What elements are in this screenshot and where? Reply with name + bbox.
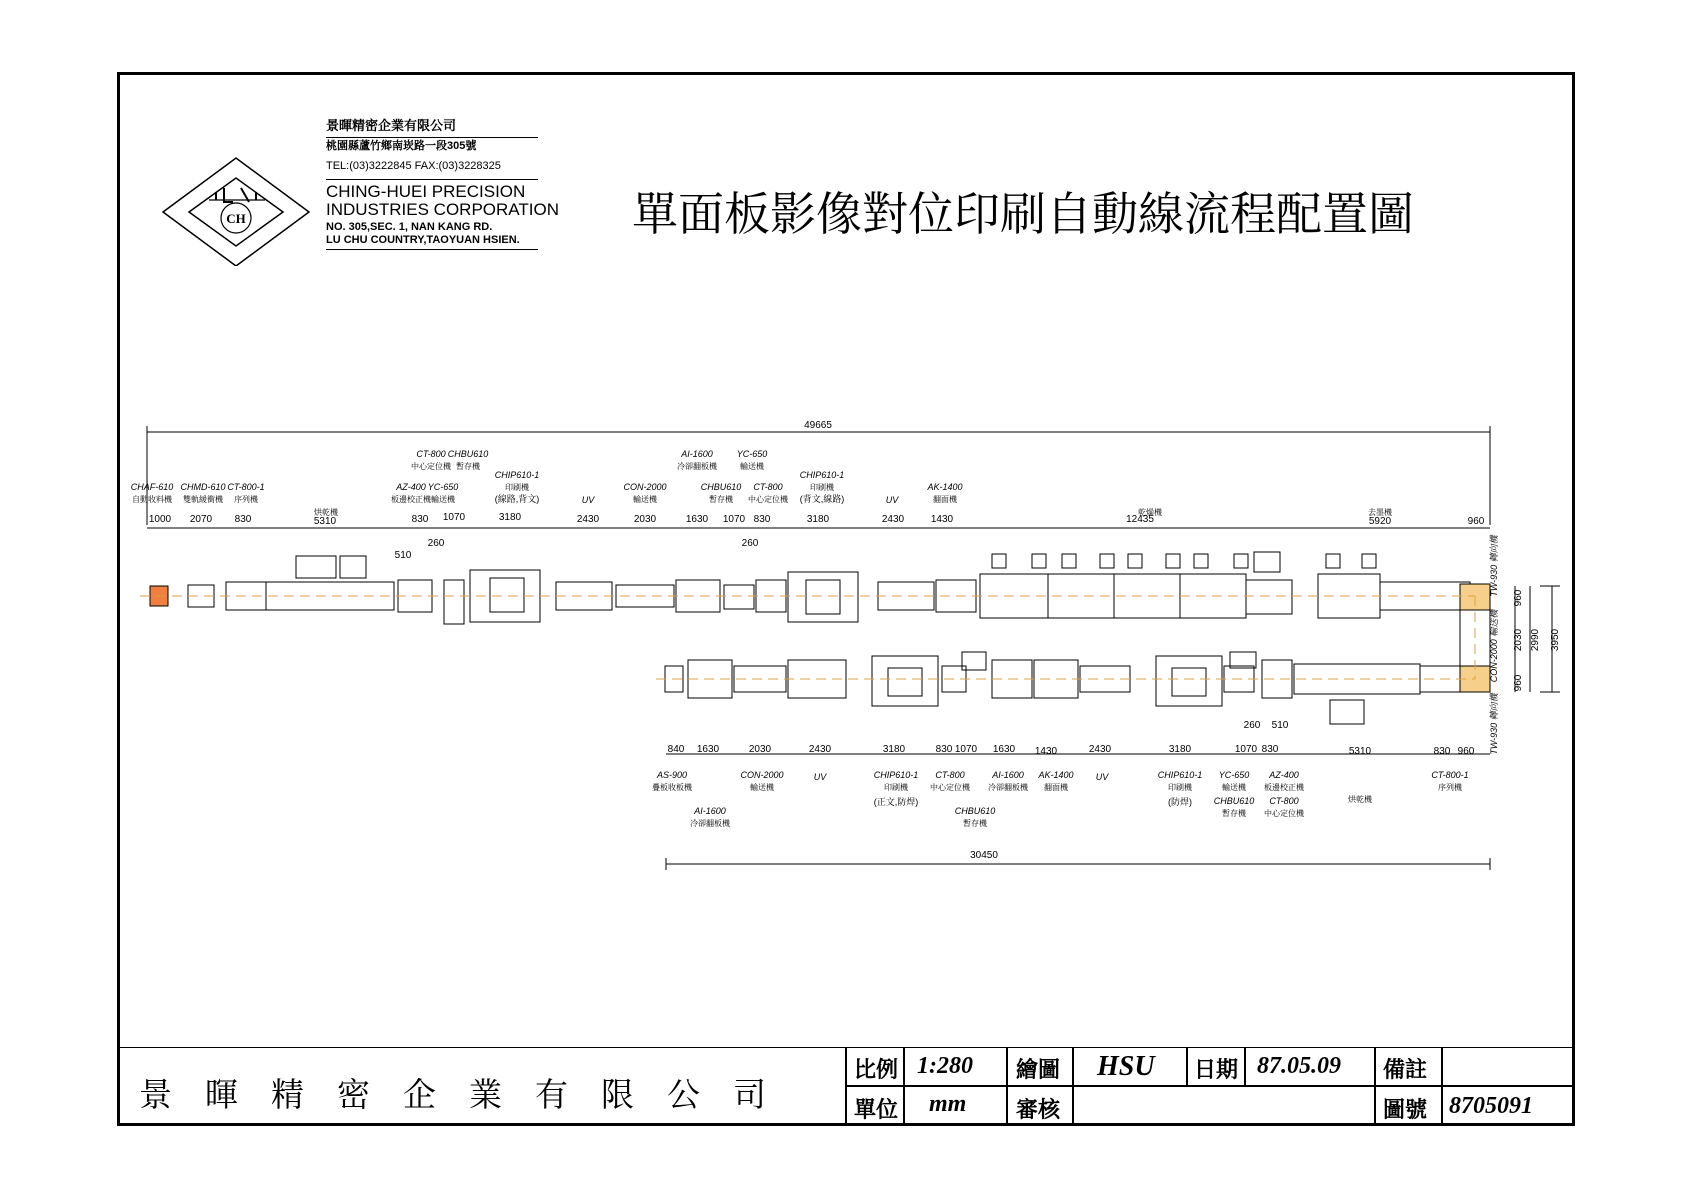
company-name-en-2: INDUSTRIES CORPORATION <box>326 200 559 219</box>
lower-machine-name: 中心定位機 <box>930 783 970 792</box>
lower-dim-label: 1630 <box>696 744 720 755</box>
upper-machine-name: 印刷機 <box>505 483 529 492</box>
titleblock-company: 景暉精密企業有限公司 <box>139 1075 799 1114</box>
upper-dim-label: 5310 <box>313 516 337 527</box>
lower-dim-label: 3180 <box>882 744 906 755</box>
upper-dim-label: 12435 <box>1126 514 1154 525</box>
upper-machine-name: 冷卻翻板機 <box>677 462 717 471</box>
upper-machine-name: 暫存機 <box>456 462 480 471</box>
lower-dim-label: 5310 <box>1348 746 1372 757</box>
lower-machine-name: 輸送機 <box>1222 783 1246 792</box>
upper-model-label: AI-1600 <box>681 449 713 459</box>
lower-machine-name: 印刷機 <box>1168 783 1192 792</box>
lower-dim-label: 3180 <box>1168 744 1192 755</box>
side-dim-label: 960 <box>1513 589 1524 607</box>
lower-model-label: CHIP610-1 <box>873 770 919 780</box>
lower-dim-label: 960 <box>1457 746 1475 757</box>
upper-machine-name: 烘乾機 <box>314 508 338 517</box>
side-machine-label: TW-930 轉向機 <box>1489 535 1499 597</box>
lower-machine-name: 板邊校正機 <box>1264 783 1304 792</box>
check-label: 審核 <box>1016 1097 1061 1122</box>
lower-machine-name: 輸送機 <box>750 783 774 792</box>
upper-machine-name: 雙軌緩衝機 <box>183 495 223 504</box>
lower-model-label: CON-2000 <box>740 770 784 780</box>
lower-dim-label: 1630 <box>992 744 1016 755</box>
lower-dim-label: 1070 <box>954 744 978 755</box>
title-block <box>117 1047 1575 1126</box>
upper-machine-name: 暫存機 <box>709 495 733 504</box>
company-name-en-1: CHING-HUEI PRECISION <box>326 179 538 201</box>
upper-model-label: CHIP610-1 <box>799 470 845 480</box>
scale-label: 比例 <box>854 1057 899 1082</box>
lower-model-label: CHIP610-1 <box>1157 770 1203 780</box>
company-name-zh: 景暉精密企業有限公司 <box>326 118 457 133</box>
lower-dim-label: 1430 <box>1034 746 1058 757</box>
upper-dim-label: 260 <box>427 538 445 549</box>
upper-model-label: UV <box>885 495 899 505</box>
upper-dim-label: 3180 <box>806 514 830 525</box>
upper-dim-label: 1430 <box>930 514 954 525</box>
upper-model-label: AK-1400 <box>927 482 963 492</box>
lower-machine-name: 烘乾機 <box>1348 795 1372 804</box>
lower-machine-name: 暫存機 <box>1222 809 1246 818</box>
side-machine-label: TW-930 轉向機 <box>1489 693 1499 755</box>
company-address-en-1: NO. 305,SEC. 1, NAN KANG RD. <box>326 221 493 233</box>
side-dim-label: 2990 <box>1530 628 1541 652</box>
lower-dim-label: 2430 <box>808 744 832 755</box>
upper-model-label: CT-800-1 <box>227 482 265 492</box>
upper-dim-label: 2430 <box>881 514 905 525</box>
upper-machine-name: 自動收料機 <box>132 495 172 504</box>
lower-model-label: AZ-400 <box>1269 770 1299 780</box>
upper-model-label: CHMD-610 <box>180 482 226 492</box>
upper-dim-label: 1070 <box>442 512 466 523</box>
upper-dim-label: 260 <box>741 538 759 549</box>
side-machine-label: CON-2000 輸送機 <box>1489 609 1499 683</box>
side-dim-label: 2030 <box>1513 628 1524 652</box>
upper-model-label: UV <box>581 495 595 505</box>
upper-dim-label: 1070 <box>722 514 746 525</box>
side-dim-label: 3950 <box>1550 628 1561 652</box>
date-value: 87.05.09 <box>1257 1053 1341 1079</box>
upper-machine-name: 印刷機 <box>810 483 834 492</box>
upper-model-label: CHBU610 <box>700 482 742 492</box>
upper-machine-name: 輸送機 <box>740 462 764 471</box>
lower-model-label: AS-900 <box>656 770 688 780</box>
upper-dim-label: 830 <box>234 514 252 525</box>
lower-machine-name: 中心定位機 <box>1264 809 1304 818</box>
lower-model-label: AK-1400 <box>1038 770 1074 780</box>
remark-label: 備註 <box>1383 1057 1428 1082</box>
upper-dim-label: 1000 <box>148 514 172 525</box>
lower-model-label: UV <box>1095 772 1109 782</box>
lower-dim-label: 2030 <box>748 744 772 755</box>
unit-label: 單位 <box>854 1097 899 1122</box>
lower-dim-label: 510 <box>1271 720 1289 731</box>
drawing-no-label: 圖號 <box>1383 1097 1428 1122</box>
upper-dim-label: 5920 <box>1368 516 1392 527</box>
upper-model-label: YC-650 <box>736 449 768 459</box>
lower-dim-label: 830 <box>1433 746 1451 757</box>
lower-machine-note: (正文,防焊) <box>873 797 919 807</box>
upper-model-label: CON-2000 <box>623 482 667 492</box>
upper-dim-label: 2030 <box>633 514 657 525</box>
upper-model-label: AZ-400 <box>396 482 426 492</box>
upper-dim-label: 2430 <box>576 514 600 525</box>
upper-machine-note: (背文,線路) <box>799 494 845 504</box>
upper-dim-label: 830 <box>411 514 429 525</box>
lower-machine-name: 冷卻翻板機 <box>988 783 1028 792</box>
lower-model-label: YC-650 <box>1218 770 1250 780</box>
upper-dim-label: 1630 <box>685 514 709 525</box>
lower-machine-name: 暫存機 <box>963 819 987 828</box>
upper-model-label: YC-650 <box>427 482 459 492</box>
upper-dim-label: 510 <box>394 550 412 561</box>
lower-dim-label: 2430 <box>1088 744 1112 755</box>
upper-model-label: CT-800 <box>416 449 446 459</box>
upper-machine-name: 板邊校正機 <box>391 495 431 504</box>
company-address-zh: 桃園縣蘆竹鄉南崁路一段305號 <box>326 137 538 159</box>
lower-dim-label: 830 <box>1261 744 1279 755</box>
upper-dim-label: 3180 <box>498 512 522 523</box>
lower-dim-label: 840 <box>667 744 685 755</box>
lower-model-label: CT-800 <box>1269 796 1299 806</box>
draw-value: HSU <box>1097 1051 1155 1082</box>
drawing-no-value: 8705091 <box>1449 1093 1533 1119</box>
lower-machine-note: (防焊) <box>1168 797 1192 807</box>
upper-machine-name: 中心定位機 <box>411 462 451 471</box>
company-address-en-2: LU CHU COUNTRY,TAOYUAN HSIEN. <box>326 235 538 250</box>
upper-machine-name: 乾燥機 <box>1138 508 1162 517</box>
lower-model-label: UV <box>813 772 827 782</box>
lower-dim-label: 1070 <box>1234 744 1258 755</box>
upper-machine-name: 去墨機 <box>1368 508 1392 517</box>
svg-text:CH: CH <box>226 211 246 226</box>
upper-overall-dim: 49665 <box>804 420 832 431</box>
scale-value: 1:280 <box>917 1053 973 1079</box>
upper-model-label: CHAF-610 <box>130 482 174 492</box>
upper-model-label: CHBU610 <box>447 449 489 459</box>
upper-dim-label: 960 <box>1467 516 1485 527</box>
lower-machine-name: 疊板收板機 <box>652 783 692 792</box>
lower-model-label: CT-800 <box>935 770 965 780</box>
page-title: 單面板影像對位印刷自動線流程配置圖 <box>632 187 1414 241</box>
upper-machine-name: 序列機 <box>234 495 258 504</box>
lower-model-label: CT-800-1 <box>1431 770 1469 780</box>
draw-label: 繪圖 <box>1016 1057 1061 1082</box>
unit-value: mm <box>929 1091 967 1117</box>
lower-machine-name: 翻面機 <box>1044 783 1068 792</box>
side-dim-label: 960 <box>1513 674 1524 692</box>
lower-model-label: AI-1600 <box>694 806 726 816</box>
company-tel-fax: TEL:(03)3222845 FAX:(03)3228325 <box>326 160 501 172</box>
lower-model-label: AI-1600 <box>992 770 1024 780</box>
upper-machine-name: 翻面機 <box>933 495 957 504</box>
date-label: 日期 <box>1194 1057 1239 1082</box>
lower-model-label: CHBU610 <box>1213 796 1255 806</box>
upper-machine-name: 中心定位機 <box>748 495 788 504</box>
upper-model-label: CT-800 <box>753 482 783 492</box>
upper-machine-note: (線路,背文) <box>494 494 540 504</box>
upper-dim-label: 2070 <box>189 514 213 525</box>
lower-machine-name: 印刷機 <box>884 783 908 792</box>
upper-machine-name: 輸送機 <box>633 495 657 504</box>
upper-model-label: CHIP610-1 <box>494 470 540 480</box>
lower-dim-label: 830 <box>935 744 953 755</box>
upper-machine-name: 輸送機 <box>431 495 455 504</box>
lower-machine-name: 冷卻翻板機 <box>690 819 730 828</box>
lower-machine-name: 序列機 <box>1438 783 1462 792</box>
lower-overall-dim: 30450 <box>970 850 998 861</box>
lower-model-label: CHBU610 <box>954 806 996 816</box>
upper-dim-label: 830 <box>753 514 771 525</box>
lower-dim-label: 260 <box>1243 720 1261 731</box>
